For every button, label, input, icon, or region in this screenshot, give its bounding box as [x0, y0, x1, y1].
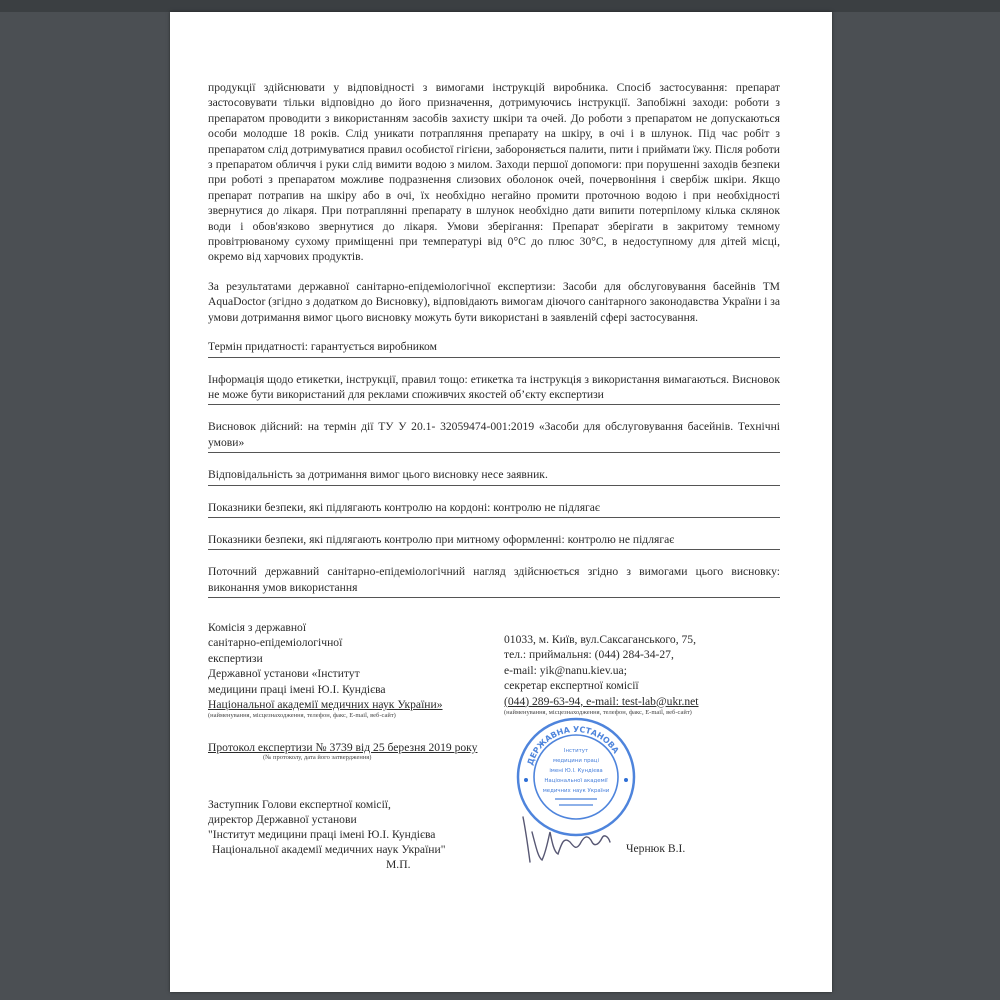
stamp-line: медицини праці [553, 758, 599, 764]
signer-name: Чернюк В.І. [626, 842, 686, 855]
protocol-caption: (№ протоколу, дата його затвердження) [263, 754, 372, 761]
contacts-block [504, 632, 794, 717]
signature-icon [518, 812, 628, 867]
seal-mark: М.П. [386, 858, 411, 871]
document-body [208, 80, 780, 612]
contact-line: тел.: приймальня: (044) 284-34-27, [504, 648, 674, 662]
document-page [170, 12, 832, 992]
signer-line: Заступник Голови експертної комісії, [208, 798, 391, 811]
commission-line: Комісія з державної [208, 621, 307, 634]
contact-line: секретар експертної комісії [504, 679, 639, 693]
validity-field: Висновок дійсний: на термін дії ТУ У 20.1- 32059474-001:2019 «Засоби для обслуговування басейнів. Технічні умови» [208, 419, 780, 453]
contact-line: 01033, м. Київ, вул.Саксаганського, 75, [504, 633, 696, 646]
commission-caption: (найменування, місцезнаходження, телефон, факс, Е-mail, веб-сайт) [208, 712, 396, 720]
protocol-text: Протокол експертизи № 3739 від 25 березня 2019 року [208, 741, 478, 754]
commission-line: Державної установи «Інститут [208, 667, 360, 681]
shelf-life-field: Термін придатності: гарантується виробником [208, 339, 780, 357]
label-info-field: Інформація щодо етикетки, інструкції, правил тощо: етикетка та інструкція з використання вимагаються. Висновок не може бути використаний для реклами споживчих якостей об’єкту експертизи [208, 372, 780, 406]
signer-line: директор Державної установи [208, 813, 357, 826]
commission-line: санітарно-епідеміологічної [208, 636, 343, 650]
commission-line: медицини праці імені Ю.І. Кундієва [208, 682, 386, 696]
viewer-toolbar [0, 0, 1000, 12]
stamp-line: Національної академії [544, 778, 608, 784]
stamp-line: Інститут [563, 748, 589, 754]
commission-line-underlined: Національної академії медичних наук України» [208, 698, 443, 712]
commission-block [208, 620, 508, 720]
contact-line-underlined: (044) 289-63-94, e-mail: test-lab@ukr.net [504, 694, 699, 708]
contact-line: e-mail: yik@nanu.kiev.ua; [504, 663, 627, 677]
signer-line: Національної академії медичних наук України" [212, 843, 446, 856]
results-paragraph: За результатами державної санітарно-епідеміологічної експертизи: Засоби для обслуговування басейнів ТМ AquaDoctor (згідно з додатком до Висновку), відповідають вимогам діючого санітарного законодавства України і за умови дотримання вимог цього висновку можуть бути використані в заявленій сфері застосування. [208, 279, 780, 324]
supervision-field: Поточний державний санітарно-епідеміологічний нагляд здійснюється згідно з вимогами цього висновку: виконання умов використання [208, 564, 780, 598]
protocol-block [208, 741, 508, 762]
customs-control-field: Показники безпеки, які підлягають контролю при митному оформленні: контролю не підлягає [208, 532, 780, 550]
commission-line: експертизи [208, 651, 263, 665]
stamp-line: медичних наук України [542, 788, 610, 794]
signer-line: "Інститут медицини праці імені Ю.І. Кундієва [208, 828, 436, 841]
responsibility-field: Відповідальність за дотримання вимог цього висновку несе заявник. [208, 467, 780, 485]
signer-block [208, 797, 528, 872]
svg-text:ДЕРЖАВНА УСТАНОВА: ДЕРЖАВНА УСТАНОВА [525, 724, 621, 767]
stamp-line: імені Ю.І. Кундієва [549, 768, 603, 774]
contacts-caption: (найменування, місцезнаходження, телефон, факс, Е-mail, веб-сайт) [504, 709, 692, 717]
border-control-field: Показники безпеки, які підлягають контролю на кордоні: контролю не підлягає [208, 500, 780, 518]
safety-instructions-paragraph: продукції здійснювати у відповідності з вимогами інструкцій виробника. Спосіб застосування: препарат застосовувати тільки відповідно до його призначення, дотримуючись інструкції. Запобіжні заходи: роботи з препаратом проводити з використанням засобів захисту шкіри та очей. До роботи з препаратом не допускаються особи молодше 18 років. Слід уникати потрапляння препарату на шкіру, в очі і в шлунок. Під час робіт з препаратом слід дотримуватися правил особистої гігієни, забороняється палити, пити і приймати їжу. Після роботи з препаратом обличчя і руки слід вимити водою з милом. Заходи першої допомоги: при порушенні заходів безпеки при роботі з препаратом можливе подразнення слизових оболонок очей, почервоніння і свербіж шкіри. Якщо препарат потрапив на шкіру або в очі, їх необхідно негайно промити проточною водою і при необхідності звернутися до лікаря. При потраплянні препарату в шлунок необхідно дати випити потерпілому кілька склянок води і обов'язково звернутися до лікаря. Умови зберігання: Препарат зберігати в закритому темному провітрюваному сухому приміщенні при температурі від 0°С до плюс 30°С, в недоступному для дітей місці, окремо від харчових продуктів. [208, 81, 780, 264]
